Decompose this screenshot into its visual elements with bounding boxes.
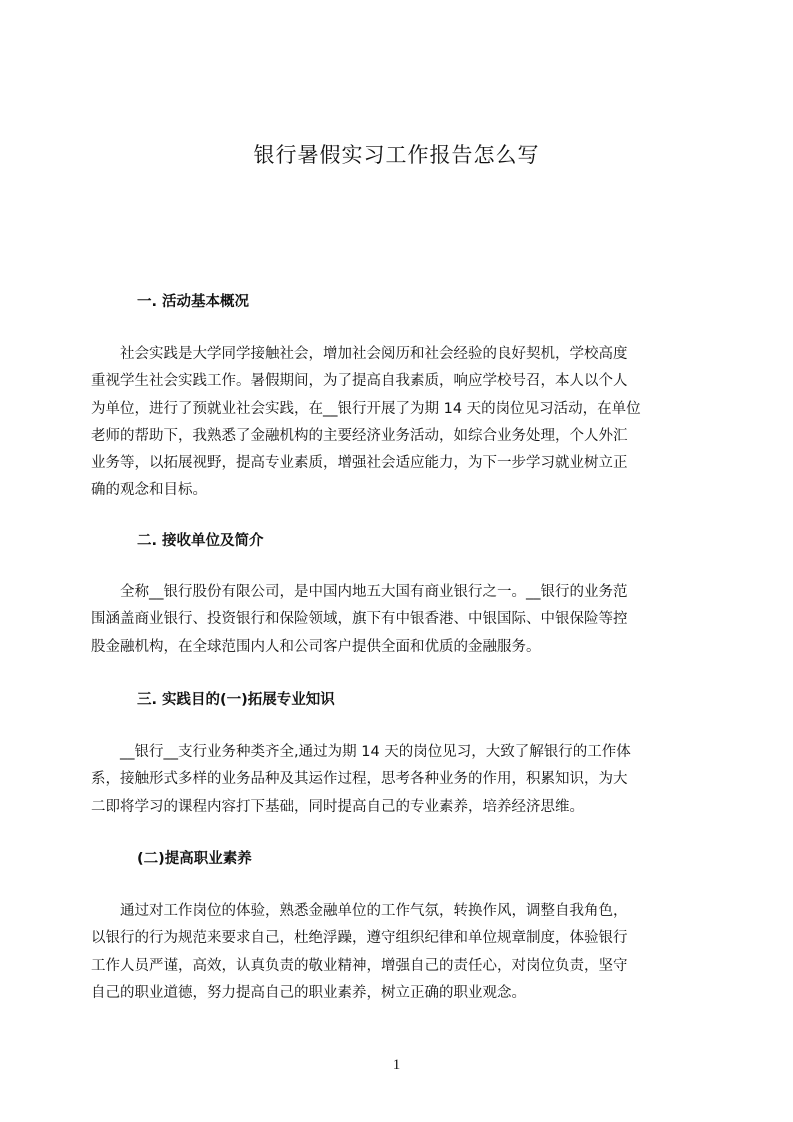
paragraph-line: 业务等，以拓展视野，提高专业素质，增强社会适应能力，为下一步学习就业树立正 xyxy=(91,455,628,472)
paragraph-line: 二即将学习的课程内容打下基础，同时提高自己的专业素养，培养经济思维。 xyxy=(91,798,584,815)
paragraph-line: 全称__银行股份有限公司，是中国内地五大国有商业银行之一。__银行的业务范 xyxy=(91,584,628,600)
paragraph-line: 自己的职业道德，努力提高自己的职业素养，树立正确的职业观念。 xyxy=(91,984,526,1001)
document-title: 银行暑假实习工作报告怎么写 xyxy=(253,143,540,167)
section-paragraph-1 xyxy=(91,341,703,505)
paragraph-line: 系，接触形式多样的业务品种及其运作过程，思考各种业务的作用，积累知识，为大 xyxy=(91,771,628,788)
page-number: 1 xyxy=(392,1057,401,1073)
paragraph-line: 以银行的行为规范来要求自己，杜绝浮躁，遵守组织纪律和单位规章制度，体验银行 xyxy=(91,930,628,947)
section-paragraph-4 xyxy=(91,898,703,1007)
paragraph-line: 确的观念和目标。 xyxy=(91,482,207,499)
paragraph-line: __银行__支行业务种类齐全,通过为期 14 天的岗位见习，大致了解银行的工作体 xyxy=(91,744,631,760)
section-heading-1: 一. 活动基本概况 xyxy=(137,294,250,310)
section-heading-2: 二. 接收单位及简介 xyxy=(137,533,264,549)
paragraph-line: 通过对工作岗位的体验，熟悉金融单位的工作气氛，转换作风，调整自我角色， xyxy=(91,903,628,919)
paragraph-line: 围涵盖商业银行、投资银行和保险领域，旗下有中银香港、中银国际、中银保险等控 xyxy=(91,611,628,628)
section-paragraph-2 xyxy=(91,579,703,661)
paragraph-line: 老师的帮助下，我熟悉了金融机构的主要经济业务活动，如综合业务处理，个人外汇 xyxy=(91,427,628,444)
paragraph-line: 为单位，进行了预就业社会实践，在__银行开展了为期 14 天的岗位见习活动，在单位 xyxy=(91,400,641,417)
paragraph-line: 重视学生社会实践工作。暑假期间，为了提高自我素质，响应学校号召，本人以个人 xyxy=(91,373,628,390)
paragraph-line: 股金融机构，在全球范围内人和公司客户提供全面和优质的金融服务。 xyxy=(91,638,541,655)
section-paragraph-3 xyxy=(91,739,703,821)
paragraph-line: 社会实践是大学同学接触社会，增加社会阅历和社会经验的良好契机，学校高度 xyxy=(91,346,628,362)
section-heading-3: 三. 实践目的(一)拓展专业知识 xyxy=(137,692,335,708)
section-heading-4: (二)提高职业素养 xyxy=(137,851,252,867)
paragraph-line: 工作人员严谨，高效，认真负责的敬业精神，增强自己的责任心，对岗位负责，坚守 xyxy=(91,957,628,974)
